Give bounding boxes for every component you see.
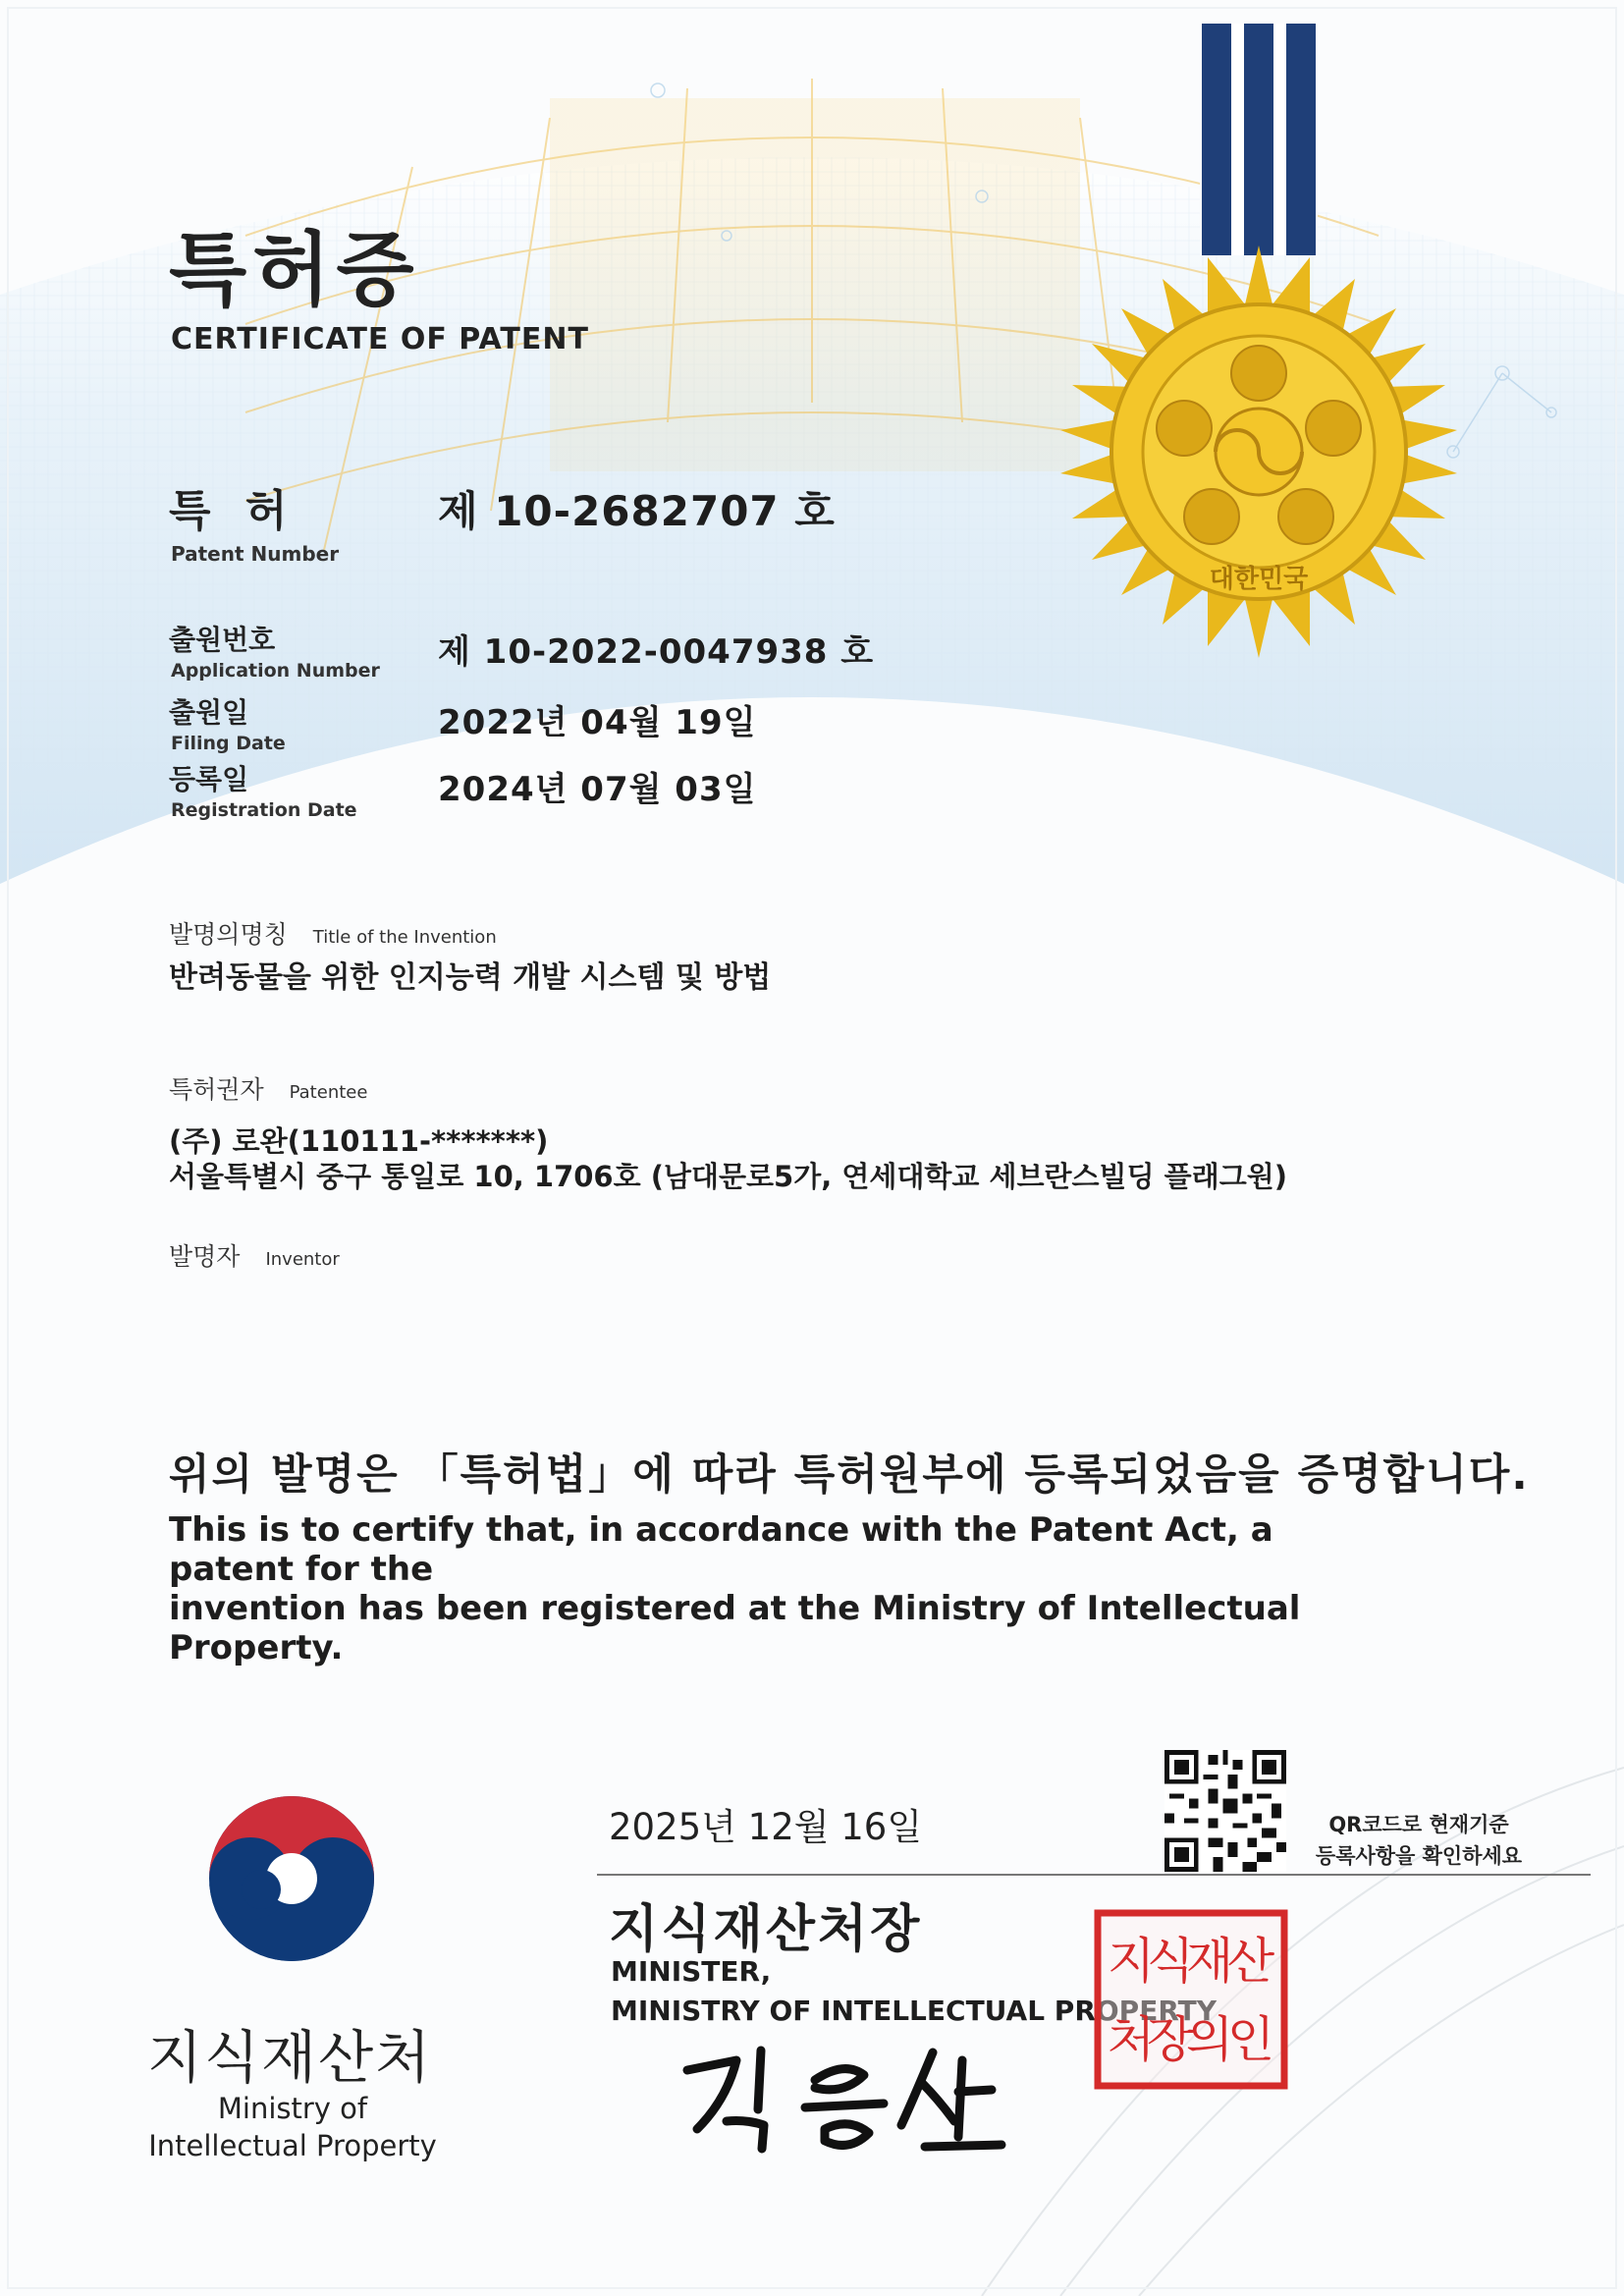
certification-statement-en: [169, 1510, 1386, 1667]
issuer-org-en-line-2: Intellectual Property: [148, 2129, 437, 2162]
svg-text:처: 처: [1107, 2011, 1156, 2068]
svg-text:지: 지: [1107, 1933, 1156, 1990]
invention-label-en: Title of the Invention: [312, 927, 497, 948]
minister-en-line-1: MINISTER,: [611, 1955, 772, 1988]
application-label-ko: 출원번호: [169, 624, 276, 656]
patent-number-value: 제 10-2682707 호: [438, 487, 836, 535]
certification-en-line-1: This is to certify that, in accordance with the Patent Act, a patent for the: [169, 1510, 1273, 1589]
filing-label-en: Filing Date: [171, 733, 286, 754]
patentee-label-ko: 특허권자: [169, 1075, 264, 1104]
minister-title-ko: 지식재산처장: [609, 1900, 923, 1959]
issue-date: 2025년 12월 16일: [609, 1806, 923, 1848]
svg-text:장: 장: [1146, 2011, 1195, 2068]
registration-date-value: 2024년 07월 03일: [438, 770, 757, 809]
qr-note: [1306, 1809, 1532, 1872]
svg-text:의: 의: [1185, 2011, 1234, 2068]
svg-text:식: 식: [1146, 1933, 1195, 1990]
certification-en-line-2: invention has been registered at the Ministry of Intellectual Property.: [169, 1589, 1301, 1667]
issuer-org-ko: 지식재산처: [147, 2024, 433, 2091]
minister-en-line-2: MINISTRY OF INTELLECTUAL PROPERTY: [611, 1995, 1218, 2027]
inventor-heading: [169, 1237, 340, 1273]
qr-code-icon[interactable]: [1164, 1750, 1286, 1872]
filing-label-ko: 출원일: [169, 696, 249, 729]
seal-lettering: 대한민국: [1209, 565, 1309, 594]
svg-text:인: 인: [1226, 2011, 1275, 2068]
taegeuk-emblem-icon: [200, 1787, 383, 1970]
application-label-en: Application Number: [171, 660, 380, 682]
issuer-org-en: [147, 2090, 438, 2164]
filing-date-value: 2022년 04월 19일: [438, 703, 757, 742]
qr-note-line-1: QR코드로 현재기준: [1328, 1813, 1509, 1836]
inventor-label-en: Inventor: [265, 1249, 340, 1270]
certificate-title-ko: 특허증: [169, 224, 420, 317]
invention-heading: [169, 915, 497, 951]
patent-label-ko: 특 허: [169, 486, 298, 536]
issuer-org-en-line-1: Ministry of: [217, 2092, 368, 2125]
registration-label-ko: 등록일: [169, 763, 249, 795]
signature-divider: [597, 1874, 1591, 1876]
patentee-address: 서울특별시 중구 통일로 10, 1706호 (남대문로5가, 연세대학교 세브란스빌딩 플래그원): [169, 1160, 1287, 1193]
inventor-label-ko: 발명자: [169, 1242, 241, 1271]
gold-seal-icon: [1053, 246, 1465, 658]
patentee-name: (주) 로완(110111-*******): [169, 1124, 549, 1158]
invention-label-ko: 발명의명칭: [169, 920, 288, 949]
application-number-value: 제 10-2022-0047938 호: [438, 632, 875, 672]
patentee-heading: [169, 1070, 367, 1106]
patentee-label-en: Patentee: [289, 1082, 368, 1103]
official-red-stamp-icon: [1092, 1907, 1290, 2092]
patent-label-en: Patent Number: [171, 542, 340, 566]
medal-ribbon: [1200, 24, 1318, 255]
qr-note-line-2: 등록사항을 확인하세요: [1315, 1844, 1523, 1868]
svg-text:재: 재: [1185, 1933, 1234, 1990]
certification-statement-ko: 위의 발명은 「특허법」에 따라 특허원부에 등록되었음을 증명합니다.: [169, 1450, 1530, 1500]
registration-label-en: Registration Date: [171, 799, 357, 821]
svg-text:산: 산: [1226, 1933, 1275, 1990]
invention-title-value: 반려동물을 위한 인지능력 개발 시스템 및 방법: [169, 960, 772, 995]
certificate-title-en: CERTIFICATE OF PATENT: [171, 322, 589, 356]
handwritten-signature: [668, 2031, 1021, 2159]
